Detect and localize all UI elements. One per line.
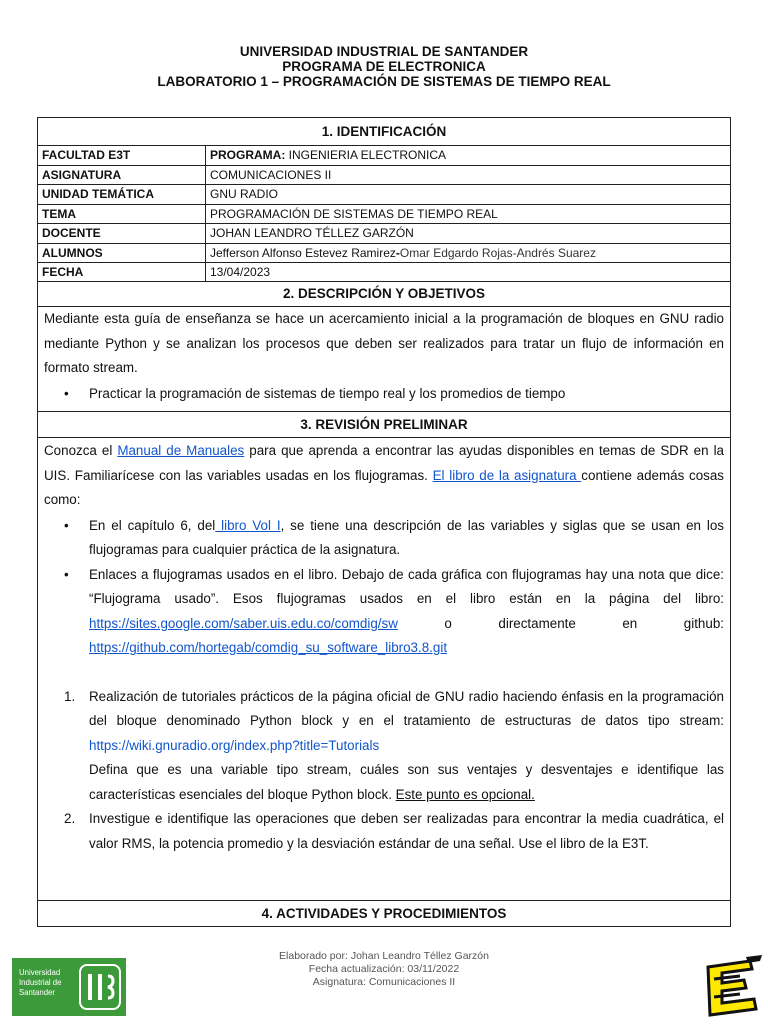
fecha-value: 13/04/2023	[206, 263, 731, 282]
libro-vol-link[interactable]: libro Vol I	[215, 517, 281, 533]
section-revision-preliminar	[38, 412, 730, 901]
bullet-icon: •	[64, 385, 69, 401]
optional-note: Este punto es opcional.	[395, 786, 535, 802]
item-number: 1.	[64, 688, 76, 704]
docente-label: DOCENTE	[38, 224, 206, 244]
footer-author: Elaborado por: Johan Leandro Téllez Garzón	[279, 950, 489, 962]
asignatura-value: COMUNICACIONES II	[206, 165, 731, 185]
tema-value: PROGRAMACIÓN DE SISTEMAS DE TIEMPO REAL	[206, 204, 731, 224]
alumnos-value	[206, 243, 731, 263]
book-link[interactable]: El libro de la asignatura	[432, 467, 582, 483]
university-title: UNIVERSIDAD INDUSTRIAL DE SANTANDER	[239, 44, 529, 59]
tema-label: TEMA	[38, 204, 206, 224]
list-item	[38, 382, 730, 407]
uis-logo-text	[19, 968, 61, 998]
prelim-text: Conozca el	[44, 443, 118, 458]
lab-title: LABORATORIO 1 – PROGRAMACIÓN DE SISTEMAS DE TIEMPO REAL	[157, 74, 611, 89]
alumno-separator: -	[395, 245, 400, 260]
asignatura-label: ASIGNATURA	[38, 165, 206, 185]
programa-cell	[206, 146, 731, 166]
programa-value: INGENIERIA ELECTRONICA	[285, 148, 447, 163]
list-item	[38, 514, 730, 563]
unidad-label: UNIDAD TEMÁTICA	[38, 185, 206, 205]
unidad-value: GNU RADIO	[206, 185, 731, 205]
program-title: PROGRAMA DE ELECTRONICA	[282, 59, 486, 74]
section-descripcion	[38, 282, 730, 412]
bullet-text: Enlaces a flujogramas usados en el libro. Debajo de cada gráfica con flujogramas hay una nota que dice: “Flujograma usado”. Esos flujogramas usados en el libro están en la página del libro:	[89, 566, 724, 606]
bullet-text: o directamente en github:	[397, 615, 724, 631]
alumnos-label: ALUMNOS	[38, 243, 206, 263]
numbered-item	[38, 685, 730, 808]
section-4-title: 4. ACTIVIDADES Y PROCEDIMIENTOS	[261, 906, 507, 921]
spacer	[38, 661, 730, 685]
section-2-title: 2. DESCRIPCIÓN Y OBJETIVOS	[38, 282, 730, 307]
content-frame	[37, 117, 731, 927]
alumno-name: Jefferson Alfonso Estevez Ramirez	[210, 245, 396, 260]
e3t-logo-icon	[700, 953, 764, 1019]
identification-table	[38, 145, 730, 282]
list-item	[38, 563, 730, 661]
uis-logo-line: Industrial de	[19, 978, 62, 987]
fecha-label: FECHA	[38, 263, 206, 282]
uis-logo-line: Universidad	[19, 968, 61, 977]
section-identificacion	[38, 118, 730, 282]
prelim-text: contiene además cosas como:	[44, 467, 724, 507]
numbered-item	[38, 807, 730, 856]
uis-logo-line: Santander	[19, 988, 55, 997]
section-1-title: 1. IDENTIFICACIÓN	[321, 124, 447, 139]
table-row	[38, 243, 730, 263]
table-row	[38, 165, 730, 185]
uis-logo	[12, 958, 126, 1016]
table-row	[38, 185, 730, 205]
footer-subject: Asignatura: Comunicaciones II	[312, 976, 456, 988]
github-link[interactable]: https://github.com/hortegab/comdig_su_software_libro3.8.git	[89, 640, 448, 655]
item-text: Realización de tutoriales prácticos de la página oficial de GNU radio haciendo énfasis en la programación del bloque denominado Python block y en el tratamiento de estructuras de datos tipo stream:	[89, 688, 724, 728]
programa-label: PROGRAMA:	[210, 148, 286, 163]
section-3-title: 3. REVISIÓN PRELIMINAR	[38, 412, 730, 438]
e3t-logo	[700, 953, 764, 1019]
table-row	[38, 263, 730, 282]
bullet-icon: •	[64, 517, 69, 533]
manual-link[interactable]: Manual de Manuales	[117, 443, 245, 458]
uis-emblem-icon	[79, 964, 121, 1010]
objective-text: Practicar la programación de sistemas de tiempo real y los promedios de tiempo	[89, 385, 566, 401]
document-header	[0, 44, 768, 89]
prelim-paragraph	[38, 439, 730, 513]
item-number: 2.	[64, 811, 76, 826]
footer-date: Fecha actualización: 03/11/2022	[308, 963, 460, 975]
table-row	[38, 146, 730, 166]
uis-emblem-svg	[81, 966, 119, 1008]
item-text: Investigue e identifique las operaciones que deben ser realizadas para encontrar la media cuadrática, el valor RMS, la potencia promedio y la desviación estándar de una señal. Use el libro de la E3T.	[89, 811, 724, 851]
item-text: Defina que es una variable tipo stream, cuáles son sus ventajes y desventajes e identifique las características esenciales del bloque Python block.	[89, 762, 724, 802]
description-paragraph: Mediante esta guía de enseñanza se hace un acercamiento inicial a la programación de bloques en GNU radio mediante Python y se analizan los procesos que deben ser realizados para tratar un flujo de información en formato stream.	[44, 311, 724, 375]
bullet-text: En el capítulo 6, del	[89, 517, 216, 533]
bullet-text: , se tiene una descripción de las variables y siglas que se usan en los flujogramas para cualquier práctica de la asignatura.	[89, 517, 724, 557]
alumno-name: Omar Edgardo Rojas-Andrés Suarez	[399, 245, 596, 260]
table-row	[38, 224, 730, 244]
table-row	[38, 204, 730, 224]
prelim-text: para que aprenda a encontrar las ayudas disponibles en temas de SDR en la UIS. Familiarícese con las variables usadas en los flujogramas.	[44, 443, 724, 483]
section-actividades	[38, 901, 730, 928]
bullet-icon: •	[64, 566, 69, 582]
tutorials-url[interactable]: https://wiki.gnuradio.org/index.php?title=Tutorials	[89, 737, 380, 753]
docente-value: JOHAN LEANDRO TÉLLEZ GARZÓN	[206, 224, 731, 244]
sites-link[interactable]: https://sites.google.com/saber.uis.edu.co/comdig/sw	[89, 615, 398, 631]
facultad-label: FACULTAD E3T	[38, 146, 206, 166]
